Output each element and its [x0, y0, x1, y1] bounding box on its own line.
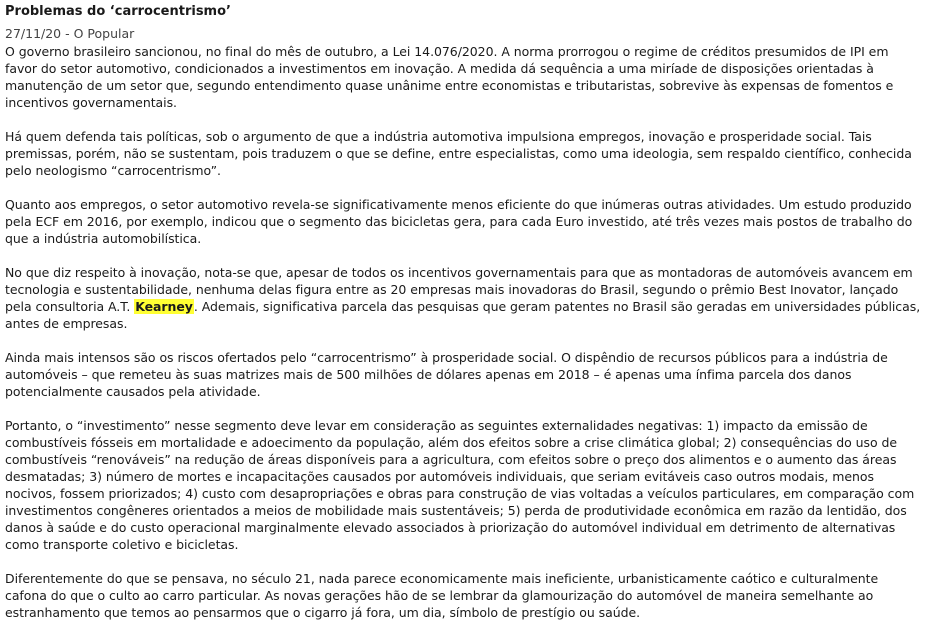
- paragraph-2: Há quem defenda tais políticas, sob o argumento de que a indústria automotiva impulsiona empregos, inovação e prosperidade social. Tais premissas, porém, não se sustentam, pois traduzem o que se define, entre especialistas, como uma ideologia, sem respaldo científico, conhecida pelo neologismo “carrocentrismo”.: [5, 129, 912, 178]
- article-date-source: 27/11/20 - O Popular: [5, 26, 135, 41]
- paragraph-4-start: No que diz respeito à inovação, nota-se que, apesar de todos os incentivos governamentais para que as montadoras de automóveis avancem em tecnologia e sustentabilidade, nenhuma delas figura entre as 20 empresas mais inovadoras do Brasil, segundo o prêmio Best Inovator, lançado pela consultoria A.T.: [5, 265, 913, 314]
- paragraph-1: O governo brasileiro sancionou, no final do mês de outubro, a Lei 14.076/2020. A norma prorrogou o regime de créditos presumidos de IPI em favor do setor automotivo, condicionados a investimentos em inovação. A medida dá sequência a uma miríade de disposições orientadas à manutenção de um setor que, segundo entendimento quase unânime entre economistas e tributaristas, sobrevive às expensas de fomentos e incentivos governamentais.: [5, 44, 894, 110]
- article-body: [5, 43, 923, 621]
- article-title: Problemas do ‘carrocentrismo’: [5, 4, 231, 19]
- paragraph-7: Diferentemente do que se pensava, no século 21, nada parece economicamente mais ineficiente, urbanisticamente caótico e culturalmente cafona do que o culto ao carro particular. As novas gerações hão de se lembrar da glamourização do automóvel de maneira semelhante ao estranhamento que temos ao pensarmos que o cigarro já fora, um dia, símbolo de prestígio ou saúde.: [5, 571, 879, 620]
- paragraph-4-end: . Ademais, significativa parcela das pesquisas que geram patentes no Brasil são geradas em universidades públicas, antes de empresas.: [5, 299, 921, 331]
- paragraph-4: [5, 264, 923, 332]
- paragraph-6: Portanto, o “investimento” nesse segmento deve levar em consideração as seguintes externalidades negativas: 1) impacto da emissão de combustíveis fósseis em mortalidade e adoecimento da população, além dos efeitos sobre a crise climática global; 2) consequências do uso de combustíveis “renováveis” na redução de áreas disponíveis para a agricultura, com efeitos sobre o preço dos alimentos e o aumento das áreas desmatadas; 3) número de mortes e incapacitações causados por automóveis individuais, que seriam evitáveis caso outros modais, menos nocivos, fossem priorizados; 4) custo com desapropriações e obras para construção de vias voltadas a veículos particulares, em comparação com investimentos congêneres orientados a meios de mobilidade mais sustentáveis; 5) perda de produtividade econômica em razão da lentidão, dos danos à saúde e do custo operacional marginalmente elevado associados à priorização do automóvel individual em detrimento de alternativas como transporte coletivo e bicicletas.: [5, 418, 915, 552]
- paragraph-5: Ainda mais intensos são os riscos ofertados pelo “carrocentrismo” à prosperidade social. O dispêndio de recursos públicos para a indústria de automóveis – que remeteu às suas matrizes mais de 500 milhões de dólares apenas em 2018 – é apenas uma ínfima parcela dos danos potencialmente causados pela atividade.: [5, 350, 888, 399]
- paragraph-3: Quanto aos empregos, o setor automotivo revela-se significativamente menos eficiente do que inúmeras outras atividades. Um estudo produzido pela ECF em 2016, por exemplo, indicou que o segmento das bicicletas gera, para cada Euro investido, até três vezes mais postos de trabalho do que a indústria automobilística.: [5, 197, 913, 246]
- highlighted-term: Kearney: [135, 299, 193, 314]
